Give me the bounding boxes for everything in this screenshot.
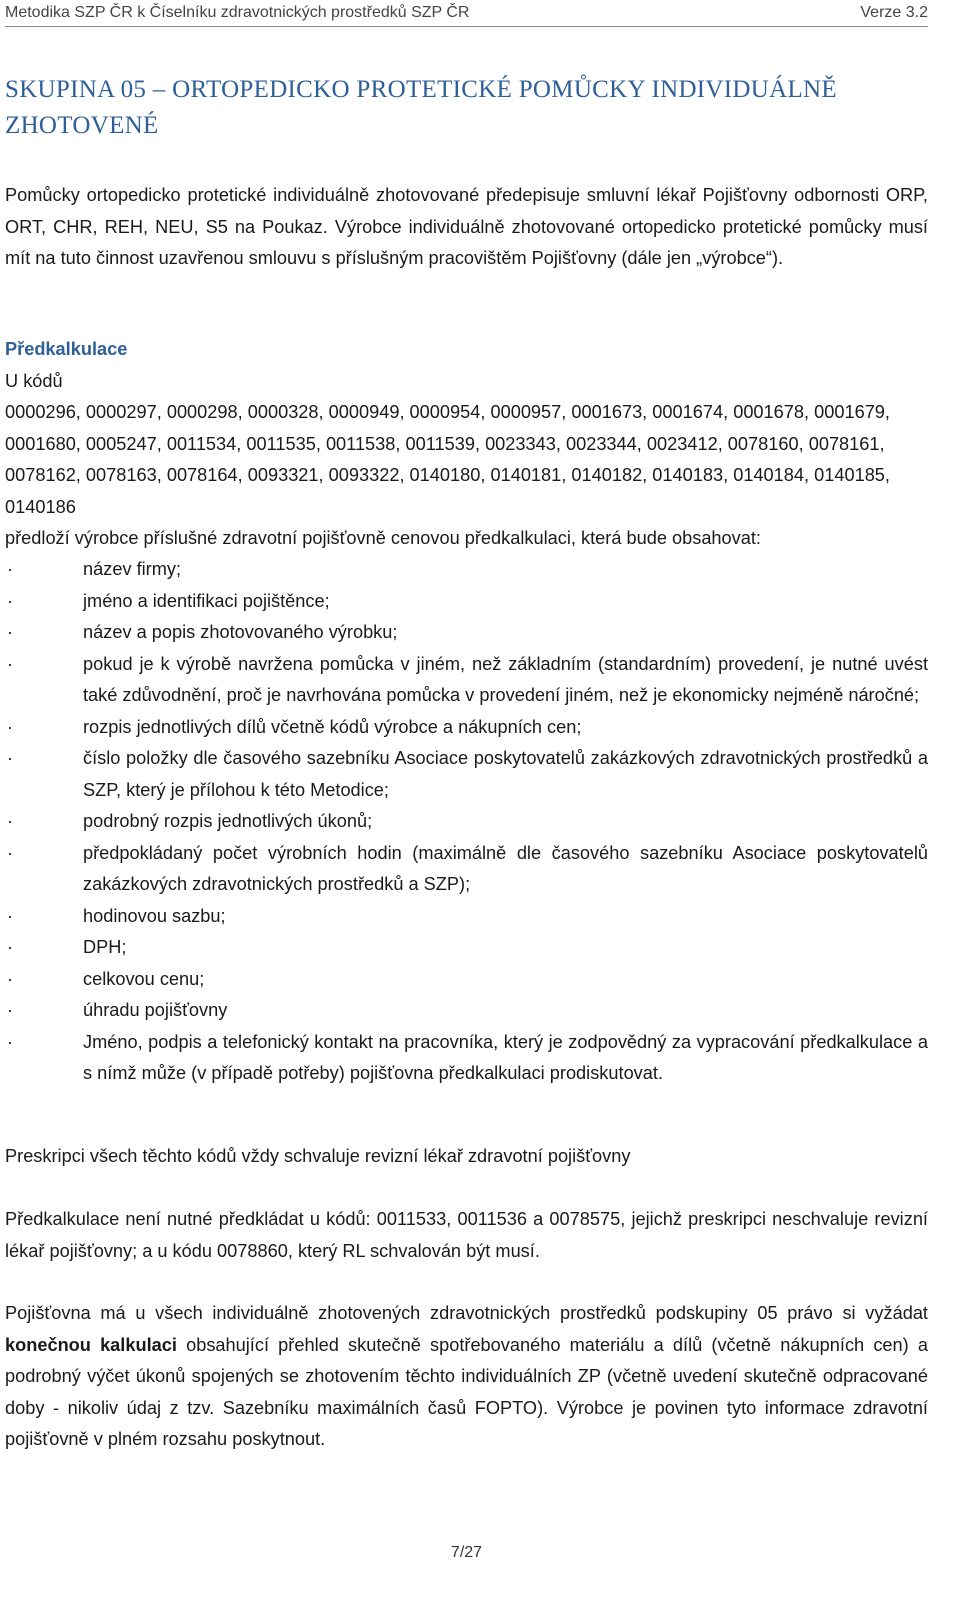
list-item — [5, 743, 928, 806]
list-item — [5, 964, 928, 996]
list-item — [5, 838, 928, 901]
list-item-text: jméno a identifikaci pojištěnce; — [83, 590, 330, 611]
bullet-icon: · — [6, 811, 14, 831]
page-number: 7/27 — [450, 1544, 483, 1561]
list-item-text: název firmy; — [83, 559, 182, 579]
list-item-text: celkovou cenu; — [83, 968, 205, 989]
preskripce-paragraph: Preskripci všech těchto kódů vždy schvaluje revizní lékař zdravotní pojišťovny — [5, 1146, 631, 1166]
header-version: Verze 3.2 — [860, 4, 928, 21]
predkalkulace-heading: Předkalkulace — [5, 339, 128, 359]
list-item — [5, 1027, 928, 1090]
intro-paragraph: Pomůcky ortopedicko protetické individuálně zhotovované předepisuje smluvní lékař Pojišťovny odbornosti ORP, ORT, CHR, REH, NEU, S5 na Poukaz. Výrobce individuálně zhotovované ortopedicko protetické pomůcky musí mít na tuto činnost uzavřenou smlouvu s příslušným pracovištěm Pojišťovny (dále jen „výrobce“). — [5, 185, 928, 268]
final-calculation-bold: konečnou kalkulaci — [5, 1334, 177, 1355]
list-item — [5, 995, 928, 1027]
final-calculation-text-after: obsahující přehled skutečně spotřebovaného materiálu a dílů (včetně nákupních cen) a podrobný výčet úkonů spojených se zhotovením těchto individuálních ZP (včetně uvedení skutečně odpracované doby - nikoliv údaj z tzv. Sazebníku maximálních časů FOPTO). Výrobce je povinen tyto informace zdravotní pojišťovně v plném rozsahu poskytnout. — [5, 1334, 928, 1449]
list-item-text: název a popis zhotovovaného výrobku; — [83, 622, 398, 642]
bullet-icon: · — [6, 905, 14, 926]
u-kodu-label: U kódů — [5, 371, 63, 391]
code-list: 0000296, 0000297, 0000298, 0000328, 0000949, 0000954, 0000957, 0001673, 0001674, 0001678, 0001679, 0001680, 0005247, 0011534, 0011535, 0011538, 0011539, 0023343, 0023344, 0023412, 0078160, 0078161, 0078162, 0078163, 0078164, 0093321, 0093322, 0140180, 0140181, 0140182, 0140183, 0140184, 0140185, 0140186 — [5, 402, 890, 517]
page-header — [5, 4, 928, 27]
list-item-text: rozpis jednotlivých dílů včetně kódů výrobce a nákupních cen; — [83, 716, 582, 737]
final-calculation-paragraph — [5, 1298, 928, 1456]
list-item-text: úhradu pojišťovny — [83, 1000, 228, 1020]
list-item — [5, 554, 928, 586]
bullet-icon: · — [6, 1000, 14, 1020]
list-item — [5, 586, 928, 618]
bullet-icon: · — [6, 748, 14, 768]
lead-paragraph: předloží výrobce příslušné zdravotní pojišťovně cenovou předkalkulaci, která bude obsahovat: — [5, 528, 761, 548]
list-item-text: DPH; — [83, 937, 127, 957]
list-item-text: předpokládaný počet výrobních hodin (maximálně dle časového sazebníku Asociace poskytovatelů zakázkových zdravotnických prostředků a SZP); — [83, 842, 928, 894]
final-calculation-text-before: Pojišťovna má u všech individuálně zhotovených zdravotnických prostředků podskupiny 05 právo si vyžádat — [5, 1303, 928, 1323]
header-title: Metodika SZP ČR k Číselníku zdravotnických prostředků SZP ČR — [5, 4, 470, 21]
bullet-icon: · — [6, 842, 14, 863]
bullet-icon: · — [6, 622, 14, 642]
list-item-text: pokud je k výrobě navržena pomůcka v jiném, než základním (standardním) provedení, je nutné uvést také zdůvodnění, proč je navrhována pomůcka v provedení jiném, než je ekonomicky nejméně náročné; — [83, 653, 928, 705]
bullet-icon: · — [6, 716, 14, 737]
section-title: SKUPINA 05 – ORTOPEDICKO PROTETICKÉ POMŮCKY INDIVIDUÁLNĚ ZHOTOVENÉ — [5, 76, 837, 139]
list-item — [5, 617, 928, 649]
list-item — [5, 932, 928, 964]
bullet-icon: · — [6, 653, 14, 674]
bullet-icon: · — [6, 1031, 14, 1052]
list-item — [5, 712, 928, 744]
list-item-text: číslo položky dle časového sazebníku Asociace poskytovatelů zakázkových zdravotnických prostředků a SZP, který je přílohou k této Metodice; — [83, 748, 928, 800]
bullet-icon: · — [6, 590, 14, 611]
list-item-text: hodinovou sazbu; — [83, 905, 226, 926]
bullet-icon: · — [6, 559, 14, 579]
bullet-icon: · — [6, 968, 14, 989]
bullet-icon: · — [6, 937, 14, 957]
list-item — [5, 806, 928, 838]
list-item — [5, 649, 928, 712]
list-item-text: podrobný rozpis jednotlivých úkonů; — [83, 811, 373, 831]
list-item-text: Jméno, podpis a telefonický kontakt na pracovníka, který je zodpovědný za vypracování předkalkulace a s nímž může (v případě potřeby) pojišťovna předkalkulaci prodiskutovat. — [83, 1031, 928, 1083]
requirements-list — [5, 554, 928, 1090]
list-item — [5, 901, 928, 933]
predkalkulace-exception-paragraph: Předkalkulace není nutné předkládat u kódů: 0011533, 0011536 a 0078575, jejichž preskripci neschvaluje revizní lékař pojišťovny; a u kódu 0078860, který RL schvalován být musí. — [5, 1209, 928, 1261]
